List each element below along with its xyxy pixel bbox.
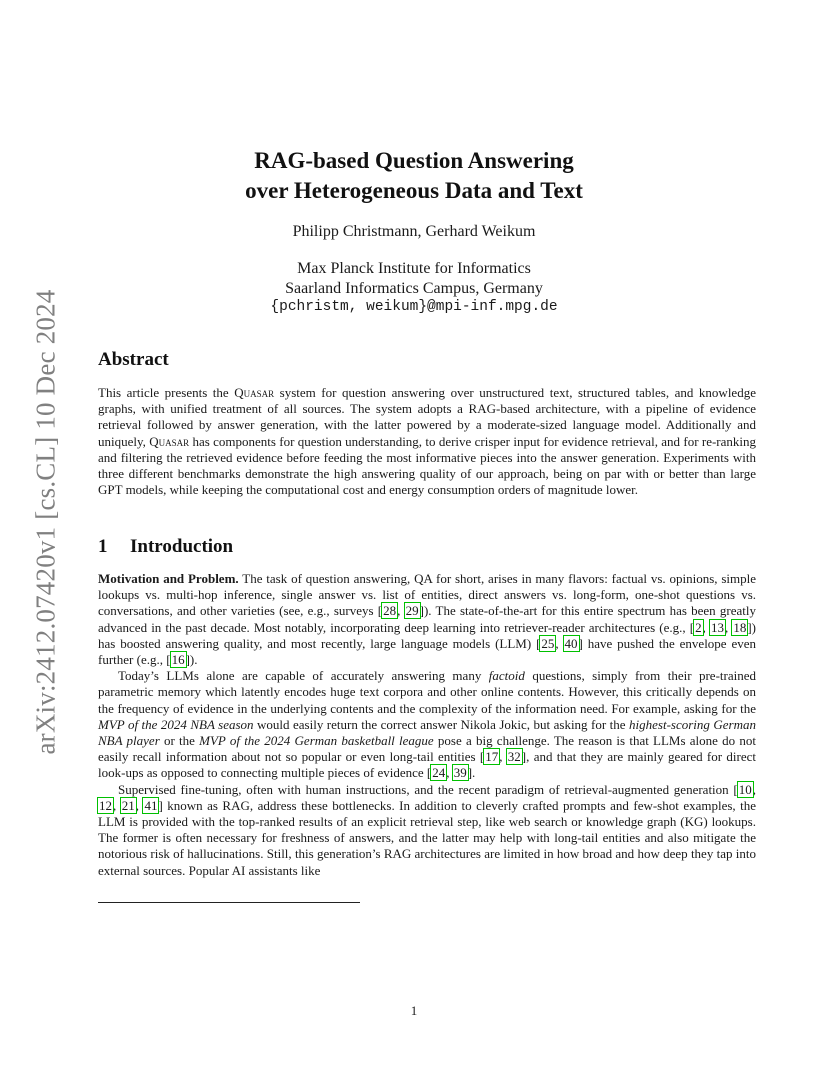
paragraph-llm-limits: Today’s LLMs alone are capable of accurately answering many factoid questions, simply from their pre-trained parametric memory which latently encodes huge text corpora and other online contents. However, this critically depends on the frequency of evidence in the underlying contents and the complexity of the information need. For example, asking for the MVP of the 2024 NBA season would easily return the correct answer Nikola Jokic, but asking for the highest-scoring German NBA player or the MVP of the 2024 German basketball league pose a big challenge. The reason is that LLMs alone do not easily recall information about not so popular or even long-tail entities [17, 32], and that they are mainly geared for direct look-ups as opposed to connecting multiple pieces of evidence [24, 39]. <box>98 668 757 781</box>
introduction-heading <box>98 535 233 559</box>
affiliation-campus: Saarland Informatics Campus, Germany <box>285 279 543 297</box>
citation-link[interactable]: 10 <box>738 781 752 797</box>
citation-link[interactable]: 41 <box>144 797 158 813</box>
abstract-fragment: This article presents the <box>98 385 235 400</box>
citation-link[interactable]: 21 <box>121 797 135 813</box>
text-fragment: ]. <box>467 765 476 781</box>
text-fragment: or the <box>159 733 200 749</box>
footnote-rule <box>98 902 360 903</box>
citation-link[interactable]: 13 <box>710 619 724 635</box>
abstract-text <box>98 385 756 498</box>
text-fragment: Today’s LLMs alone are capable of accurately answering many <box>118 668 489 684</box>
citation-link[interactable]: 28 <box>383 603 397 619</box>
citation-link[interactable]: 17 <box>485 749 499 765</box>
system-name: Quasar <box>149 433 190 449</box>
text-fragment: ] known as RAG, address these bottlenecks. In addition to cleverly crafted prompts and few-shot examples, the LLM is provided with the top-ranked results of an explicit retrieval step, like web search or knowledge graph (KG) lookups. The former is often necessary for freshness of answers, and the latter may help with long-tail entities and also mitigate the notorious risk of hallucinations. Still, this generation’s RAG architectures are limited in how broad and how deep they tap into external sources. Popular AI assistants like <box>98 797 757 878</box>
author-emails[interactable]: {pchristm, weikum}@mpi-inf.mpg.de <box>270 299 558 315</box>
text-fragment: Supervised fine-tuning, often with human instructions, and the recent paradigm of retrieval-augmented generation [ <box>118 781 738 797</box>
citation-link[interactable]: 16 <box>171 652 185 668</box>
author-list: Philipp Christmann, Gerhard Weikum <box>292 223 536 240</box>
runin-heading: Motivation and Problem. <box>98 571 239 586</box>
citation-link[interactable]: 18 <box>733 619 747 635</box>
citation-link[interactable]: 12 <box>99 797 112 813</box>
introduction-body <box>98 571 756 879</box>
paper-title <box>0 146 828 206</box>
citation-link[interactable]: 32 <box>507 749 521 765</box>
text-fragment: ] have pushed the envelope even further (e.g., [ <box>98 635 757 668</box>
text-fragment: ]) has boosted answering quality, and most recently, large language models (LLM) [ <box>98 619 757 651</box>
emphasis: MVP of the 2024 German basketball league <box>199 733 434 749</box>
emphasis: highest-scoring German NBA player <box>98 716 756 749</box>
paragraph-rag: Supervised fine-tuning, often with human instructions, and the recent paradigm of retrieval-augmented generation [10, 12, 21, 41] known as RAG, address these bottlenecks. In addition to cleverly crafted prompts and few-shot examples, the LLM is provided with the top-ranked results of an explicit retrieval step, like web search or knowledge graph (KG) lookups. The former is often necessary for freshness of answers, and the latter may help with long-tail entities and also mitigate the notorious risk of hallucinations. Still, this generation’s RAG architectures are limited in how broad and how deep they tap into external sources. Popular AI assistants like <box>98 781 757 878</box>
emphasis: factoid <box>488 668 525 684</box>
section-title: Introduction <box>130 536 234 557</box>
citation-link[interactable]: 25 <box>541 635 555 651</box>
title-line-2: over Heterogeneous Data and Text <box>245 178 583 203</box>
title-line-1: RAG-based Question Answering <box>254 148 574 173</box>
emphasis: MVP of the 2024 NBA season <box>98 716 254 732</box>
affiliation <box>0 259 828 318</box>
paragraph-motivation: Motivation and Problem. The task of question answering, QA for short, arises in many flavors: factual vs. opinions, simple lookups vs. multi-hop inference, single answer vs. list of entities, direct answers vs. long-form, one-shot questions vs. conversations, and other varieties (see, e.g., surveys [28, 29]). The state-of-the-art for this entire spectrum has been greatly advanced in the past decade. Most notably, incorporating deep learning into retriever-reader architectures (e.g., [2, 13, 18]) has boosted answering quality, and most recently, large language models (LLM) [25, 40] have pushed the envelope even further (e.g., [16]). <box>98 571 757 668</box>
abstract-fragment: system for question answering over unstructured text, structured tables, and knowledge graphs, with unified treatment of all sources. The system adopts a RAG-based architecture, with a pipeline of evidence retrieval followed by answer generation, with the latter powered by a moderate-sized language model. Additionally and uniquely, <box>98 385 756 449</box>
abstract-heading: Abstract <box>98 349 169 370</box>
section-number: 1 <box>98 536 108 557</box>
citation-link[interactable]: 29 <box>405 603 419 619</box>
affiliation-institute: Max Planck Institute for Informatics <box>297 260 531 277</box>
text-fragment: pose a big challenge. The reason is that LLMs alone do not easily recall information about not so popular or even long-tail entities [ <box>98 733 756 765</box>
text-fragment: ], and that they are mainly geared for direct look-ups as opposed to connecting multiple pieces of evidence [ <box>98 749 756 781</box>
citation-link[interactable]: 2 <box>695 619 702 635</box>
arxiv-identifier[interactable]: arXiv:2412.07420v1 [cs.CL] 10 Dec 2024 <box>30 289 61 755</box>
text-fragment: ]). The state-of-the-art for this entire spectrum has been greatly advanced in the past decade. Most notably, incorporating deep learning into retriever-reader architectures (e.g., [ <box>98 603 756 635</box>
citation-link[interactable]: 24 <box>432 765 446 781</box>
text-fragment: questions, simply from their pre-trained parametric memory which latently encodes huge text corpora and other online contents. However, this critically depends on the frequency of evidence in the underlying contents and the complexity of the information need. For example, asking for the <box>98 668 757 716</box>
page-number: 1 <box>410 1003 418 1018</box>
text-fragment: would easily return the correct answer Nikola Jokic, but asking for the <box>253 716 630 732</box>
citation-link[interactable]: 39 <box>453 765 467 781</box>
text-fragment: ]). <box>185 652 198 668</box>
system-name: Quasar <box>234 385 275 400</box>
abstract-fragment: has components for question understanding, to derive crisper input for evidence retrieval, and for re-ranking and filtering the retrieved evidence before feeding the most informative pieces into the answer generation. Experiments with three different benchmarks demonstrate the high answering quality of our approach, being on par with or better than large GPT models, while keeping the computational cost and energy consumption orders of magnitude lower. <box>98 433 756 498</box>
text-fragment: The task of question answering, QA for short, arises in many flavors: factual vs. opinions, simple lookups vs. multi-hop inference, single answer vs. list of entities, direct answers vs. long-form, one-shot questions vs. conversations, and other varieties (see, e.g., surveys [ <box>98 571 756 619</box>
citation-link[interactable]: 40 <box>564 635 578 651</box>
